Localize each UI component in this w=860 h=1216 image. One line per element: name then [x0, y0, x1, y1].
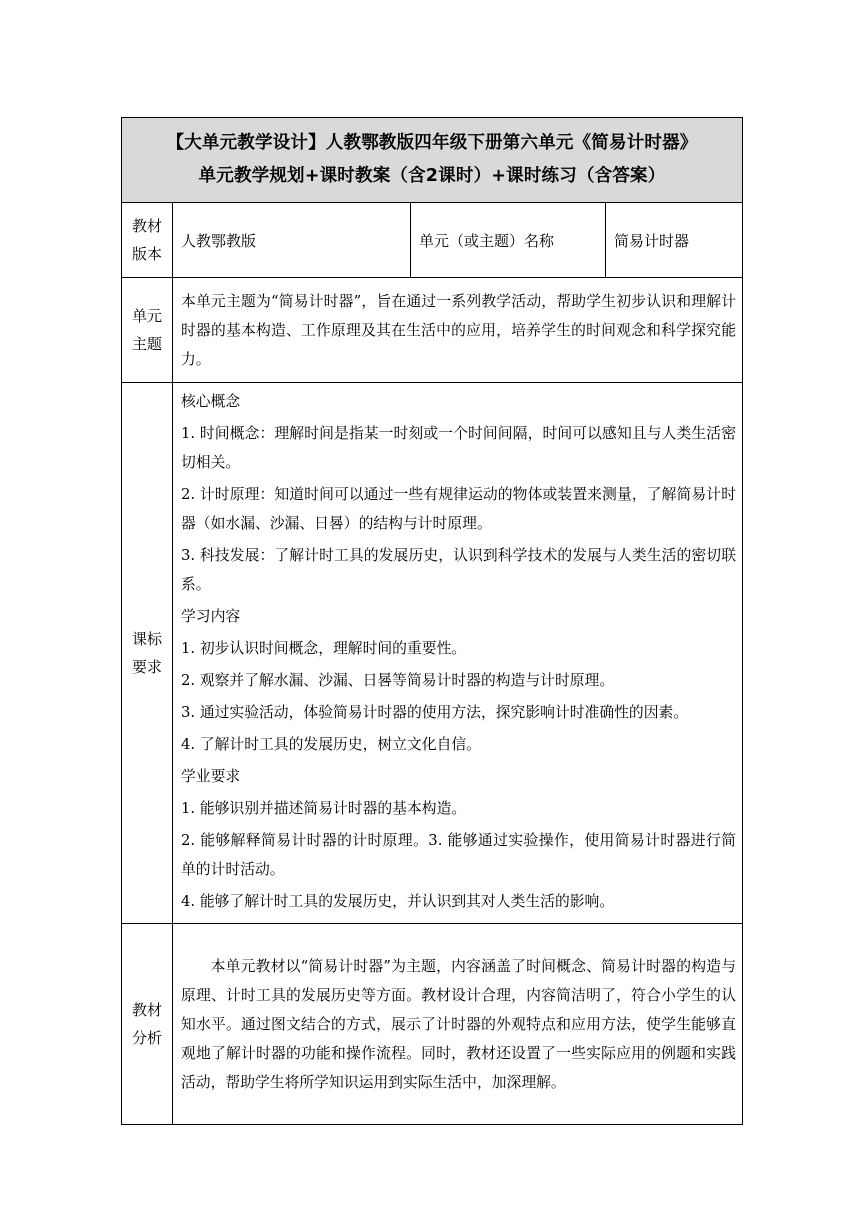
document-title	[122, 118, 743, 203]
edition-value: 人教鄂教版	[173, 203, 411, 278]
analysis-label: 教材 分析	[122, 924, 173, 1125]
learning-item: 4. 了解计时工具的发展历史，树立文化自信。	[181, 736, 481, 753]
requirement-item: 2. 能够解释简易计时器的计时原理。3. 能够通过实验操作，使用简易计时器进行简单的计时活动。	[181, 832, 736, 878]
core-concepts-heading: 核心概念	[181, 393, 241, 410]
standards-label: 课标 要求	[122, 383, 173, 924]
theme-content	[173, 278, 743, 383]
standards-content	[173, 383, 743, 924]
edition-label: 教材 版本	[122, 203, 173, 278]
academic-requirements-heading: 学业要求	[181, 768, 241, 785]
theme-text: 本单元主题为“简易计时器”，旨在通过一系列教学活动，帮助学生初步认识和理解计时器的基本构造、工作原理及其在生活中的应用，培养学生的时间观念和科学探究能力。	[181, 292, 736, 368]
analysis-content	[173, 924, 743, 1125]
learning-item: 3. 通过实验活动，体验简易计时器的使用方法，探究影响计时准确性的因素。	[181, 704, 689, 721]
core-item: 1. 时间概念：理解时间是指某一时刻或一个时间间隔，时间可以感知且与人类生活密切相关。	[181, 425, 736, 471]
learning-item: 1. 初步认识时间概念，理解时间的重要性。	[181, 640, 467, 657]
learning-item: 2. 观察并了解水漏、沙漏、日晷等简易计时器的构造与计时原理。	[181, 672, 615, 689]
title-line-2: 单元教学规划+课时教案（含2课时）+课时练习（含答案）	[198, 166, 666, 186]
core-item: 2. 计时原理：知道时间可以通过一些有规律运动的物体或装置来测量，了解简易计时器（如水漏、沙漏、日晷）的结构与计时原理。	[181, 486, 736, 532]
requirement-item: 1. 能够识别并描述简易计时器的基本构造。	[181, 800, 467, 817]
analysis-text: 本单元教材以“简易计时器”为主题，内容涵盖了时间概念、简易计时器的构造与原理、计时工具的发展历史等方面。教材设计合理，内容简洁明了，符合小学生的认知水平。通过图文结合的方式，展示了计时器的外观特点和应用方法，使学生能够直观地了解计时器的功能和操作流程。同时，教材还设置了一些实际应用的例题和实践活动，帮助学生将所学知识运用到实际生活中，加深理解。	[181, 957, 736, 1091]
curriculum-standards-row	[122, 383, 743, 924]
requirement-item: 4. 能够了解计时工具的发展历史，并认识到其对人类生活的影响。	[181, 893, 615, 910]
textbook-analysis-row	[122, 924, 743, 1125]
core-item: 3. 科技发展：了解计时工具的发展历史，认识到科学技术的发展与人类生活的密切联系。	[181, 547, 736, 593]
learning-content-heading: 学习内容	[181, 608, 241, 625]
textbook-edition-row	[122, 203, 743, 278]
unit-theme-row	[122, 278, 743, 383]
title-row	[122, 118, 743, 203]
lesson-plan-table	[121, 117, 743, 1125]
unit-name-value: 简易计时器	[606, 203, 743, 278]
title-line-1: 【大单元教学设计】人教鄂教版四年级下册第六单元《简易计时器》	[166, 133, 698, 153]
unit-name-label: 单元（或主题）名称	[411, 203, 606, 278]
theme-label: 单元 主题	[122, 278, 173, 383]
